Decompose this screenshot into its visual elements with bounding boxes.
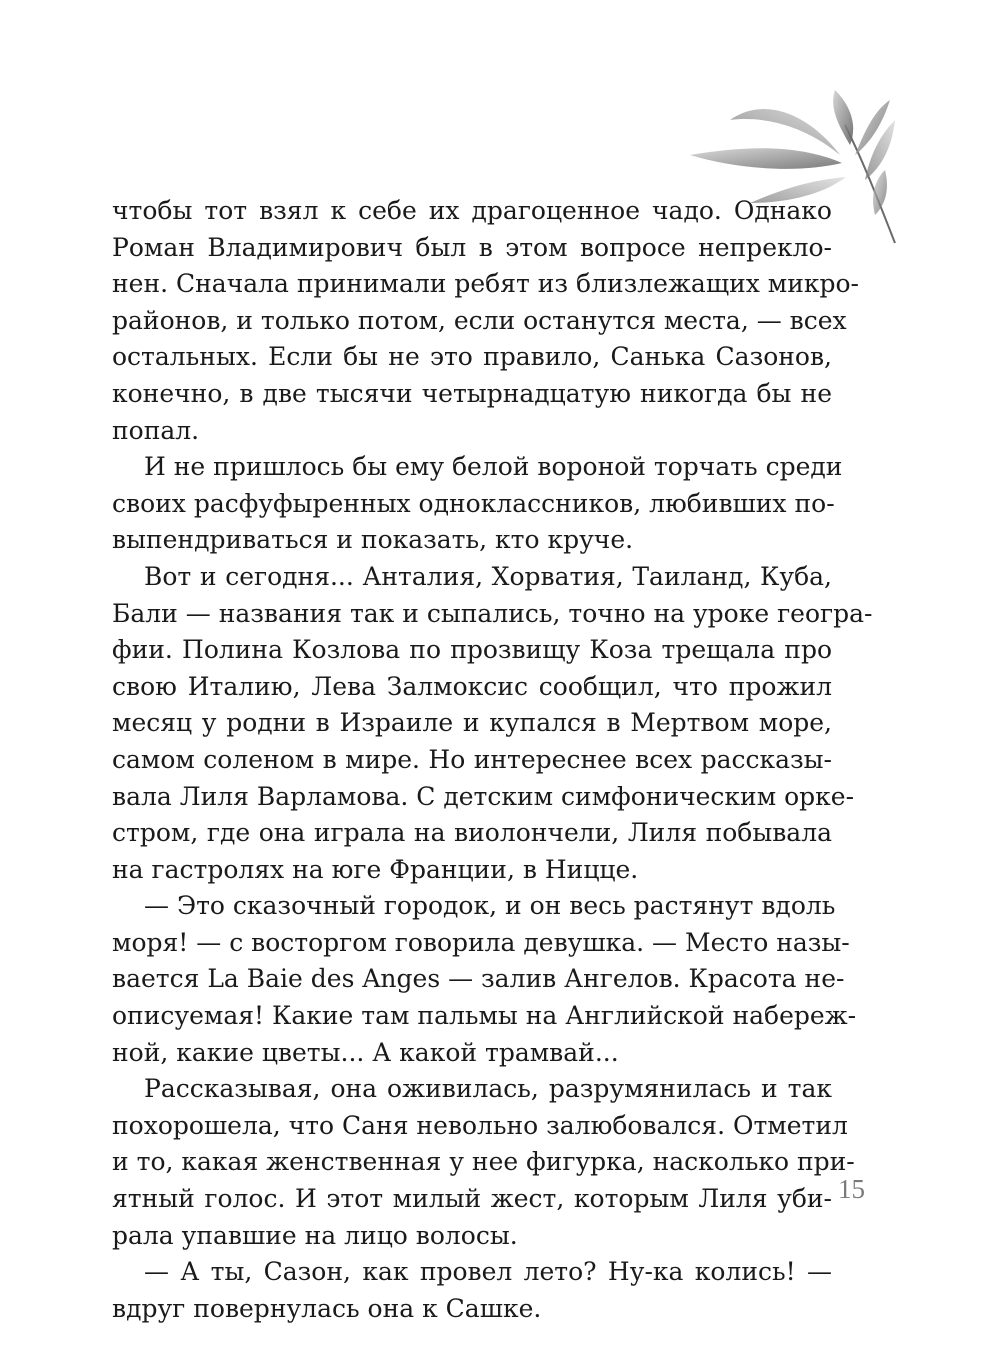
text-line: остальных. Если бы не это правило, Санька Сазонов, <box>112 342 832 372</box>
text-line: ной, какие цветы... А какой трамвай... <box>112 1037 619 1067</box>
text-line: моря! — с восторгом говорила девушка. — Место назы- <box>112 927 850 957</box>
text-line: вала Лиля Варламова. С детским симфоническим орке- <box>112 781 855 811</box>
text-line: Вот и сегодня... Анталия, Хорватия, Таиланд, Куба, <box>144 561 832 591</box>
text-line: самом соленом в мире. Но интереснее всех рассказы- <box>112 744 832 774</box>
text-line: — Это сказочный городок, и он весь растянут вдоль <box>144 891 836 921</box>
text-line: попал. <box>112 415 200 445</box>
text-line: фии. Полина Козлова по прозвищу Коза трещала про <box>112 635 832 665</box>
text-line: чтобы тот взял к себе их драгоценное чадо. Однако <box>112 196 832 225</box>
text-line: Бали — названия так и сыпались, точно на уроке геогра- <box>112 598 873 628</box>
text-line: вается La Baie des Anges — залив Ангелов. Красота не- <box>112 964 845 994</box>
text-line: рала упавшие на лицо волосы. <box>112 1220 518 1250</box>
text-line: конечно, в две тысячи четырнадцатую никогда бы не <box>112 378 832 408</box>
text-line: своих расфуфыренных одноклассников, любивших по- <box>112 488 835 518</box>
text-line: — А ты, Сазон, как провел лето? Ну-ка колись! — <box>144 1257 832 1287</box>
text-line: вдруг повернулась она к Сашке. <box>112 1293 542 1323</box>
text-line: выпендриваться и показать, кто круче. <box>112 525 634 555</box>
text-line: Рассказывая, она оживилась, разрумянилась и так <box>144 1074 832 1104</box>
text-line: Роман Владимирович был в этом вопросе непрекло- <box>112 232 832 262</box>
text-line: и то, какая женственная у нее фигурка, насколько при- <box>112 1147 855 1177</box>
page-number: 15 <box>838 1174 865 1204</box>
text-line: на гастролях на юге Франции, в Ницце. <box>112 854 639 884</box>
text-line: районов, и только потом, если останутся места, — всех <box>112 305 847 335</box>
text-line: нен. Сначала принимали ребят из близлежащих микро- <box>112 269 860 299</box>
text-line: свою Италию, Лева Залмоксис сообщил, что прожил <box>112 671 832 701</box>
text-line: ятный голос. И этот милый жест, которым Лиля уби- <box>112 1184 832 1214</box>
text-line: месяц у родни в Израиле и купался в Мертвом море, <box>112 708 832 738</box>
text-line: описуемая! Какие там пальмы на Английской набереж- <box>112 1001 857 1031</box>
text-line: И не пришлось бы ему белой вороной торчать среди <box>144 452 843 482</box>
text-line: похорошела, что Саня невольно залюбовался. Отметил <box>112 1110 848 1140</box>
text-line: стром, где она играла на виолончели, Лиля побывала <box>112 818 832 848</box>
